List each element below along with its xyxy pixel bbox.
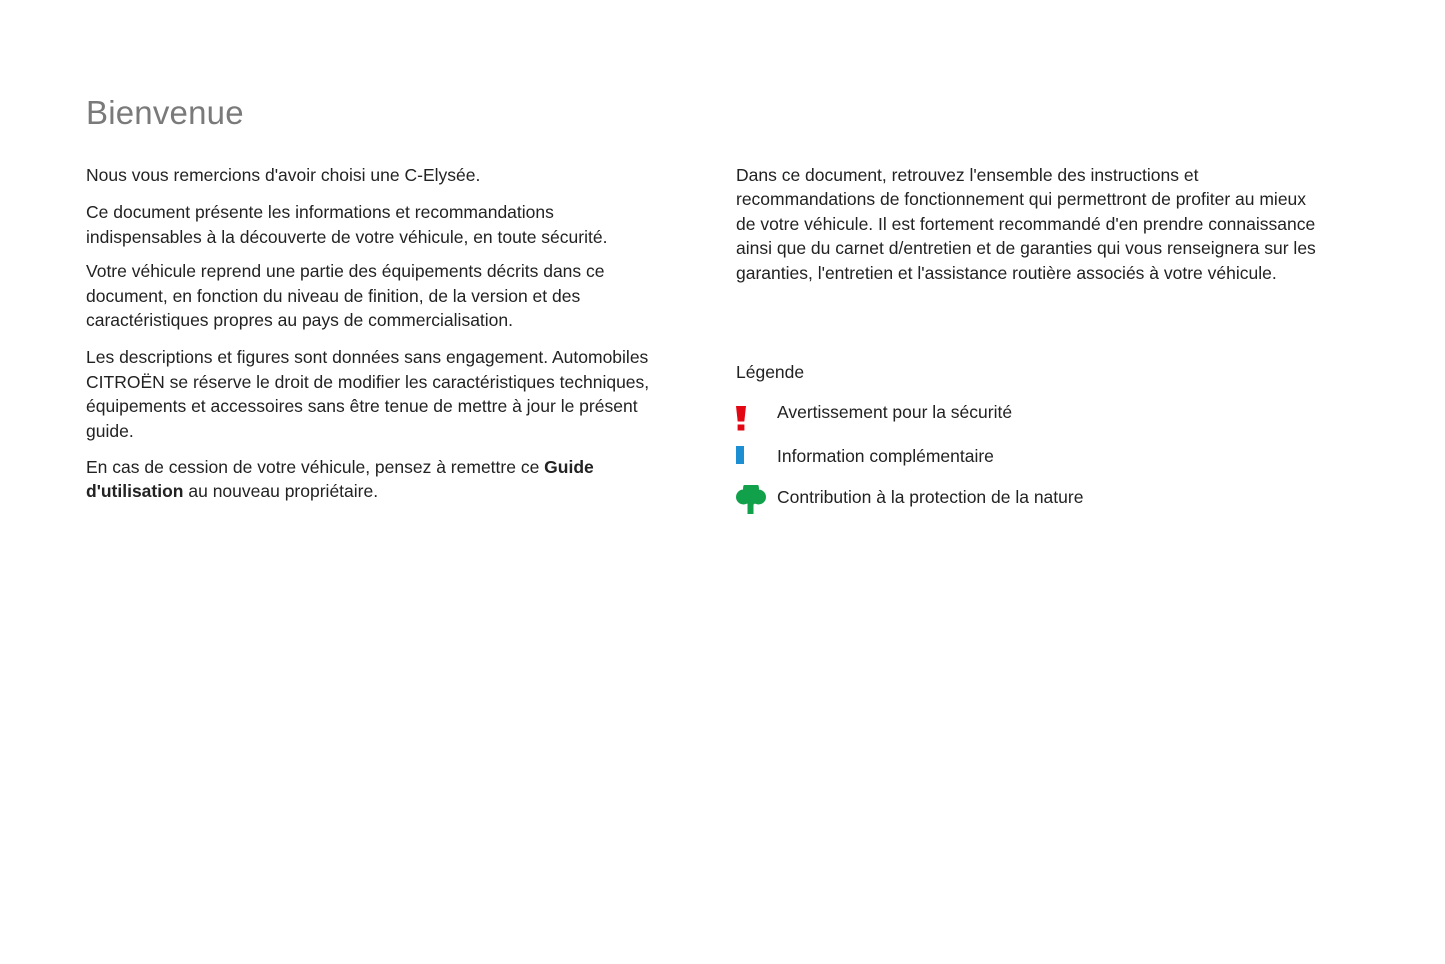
page-title: Bienvenue [86, 94, 244, 131]
paragraph-thanks: Nous vous remercions d'avoir choisi une C-Elysée. [86, 165, 481, 185]
legend-label-warning: Avertissement pour la sécurité [777, 402, 1013, 422]
right-column [736, 163, 1316, 285]
paragraph-instructions: Dans ce document, retrouvez l'ensemble des instructions et recommandations de fonctionnement qui permettront de profiter au mieux de votre véhicule. Il est fortement recommandé d'en prendre connaissance ainsi que du carnet d/entretien et de garanties qui vous renseignera sur les garanties, l'entretien et l'assistance routière associés à votre véhicule. [736, 165, 1316, 283]
exclamation-icon [736, 400, 768, 440]
paragraph-document-purpose: Ce document présente les informations et recommandations indispensables à la découverte de votre véhicule, en toute sécurité. [86, 202, 608, 247]
guide-title-bold: Guide d'utilisation [86, 457, 594, 502]
info-icon [736, 444, 768, 484]
legend-label-nature: Contribution à la protection de la nature [777, 487, 1084, 507]
legend-item-warning [736, 400, 1316, 424]
paragraph-disclaimer: Les descriptions et figures sont données sans engagement. Automobiles CITROËN se réserve le droit de modifier les caractéristiques techniques, équipements et accessoires sans être tenue de mettre à jour le présent guide. [86, 347, 650, 441]
left-column [86, 163, 656, 504]
paragraph-resale [86, 455, 656, 504]
legend-title: Légende [736, 362, 805, 382]
resale-text-start: En cas de cession de votre véhicule, pensez à remettre ce [86, 457, 545, 478]
paragraph-equipment: Votre véhicule reprend une partie des équipements décrits dans ce document, en fonction du niveau de finition, de la version et des caractéristiques propres au pays de commercialisation. [86, 261, 605, 331]
legend-label-information: Information complémentaire [777, 446, 994, 466]
tree-icon [736, 485, 768, 525]
legend [736, 360, 1316, 509]
legend-item-information [736, 444, 1316, 468]
resale-text-end: au nouveau propriétaire. [183, 481, 379, 502]
legend-item-nature [736, 485, 1316, 509]
